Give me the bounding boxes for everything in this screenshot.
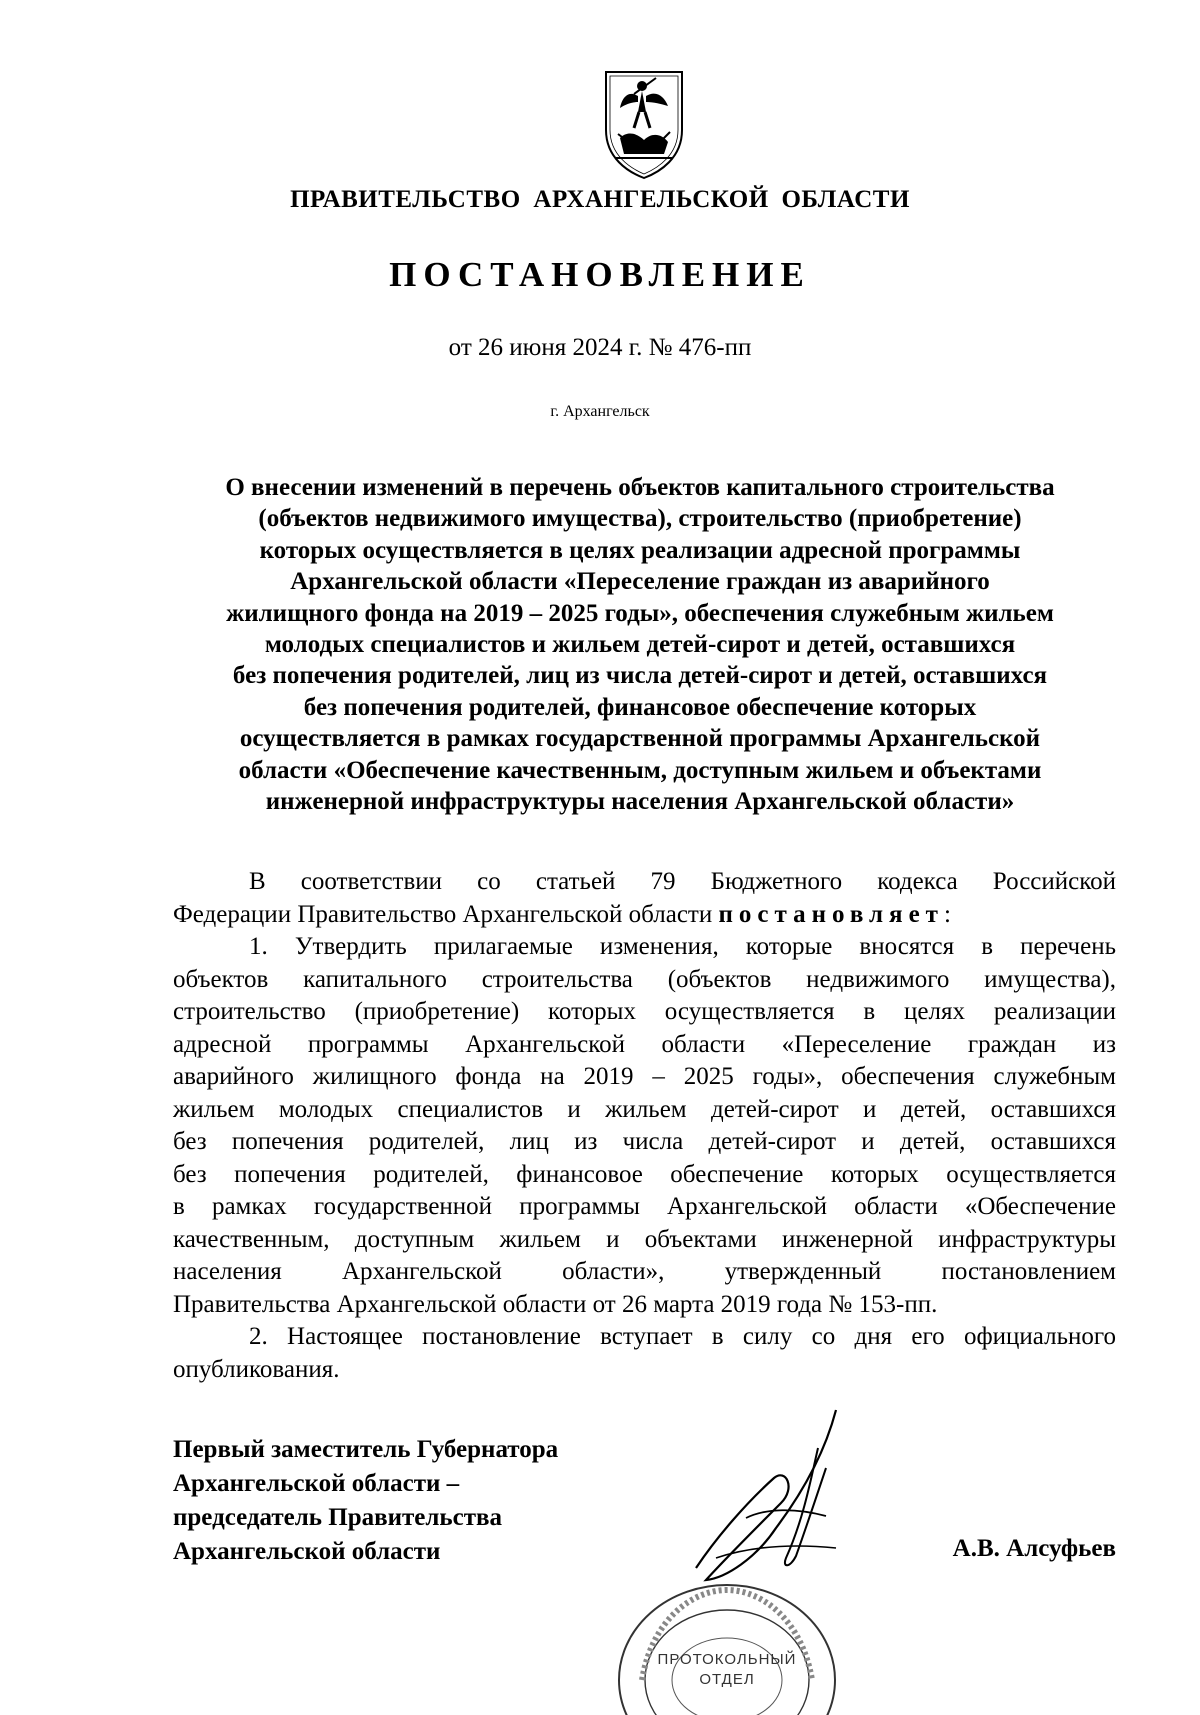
title-line: (объектов недвижимого имущества), строительство (приобретение) <box>258 505 1022 533</box>
title-line: жилищного фонда на 2019 – 2025 годы», обеспечения служебным жильем <box>226 599 1054 627</box>
title-line: которых осуществляется в целях реализации адресной программы <box>259 536 1021 564</box>
item-2-line: опубликования. <box>173 1355 340 1383</box>
signer-position-line: Первый заместитель Губернатора <box>173 1436 559 1463</box>
item-1-line: Правительства Архангельской области от 26 марта 2019 года № 153-пп. <box>173 1290 938 1318</box>
preamble-colon: : <box>943 900 951 928</box>
official-stamp <box>612 1560 842 1710</box>
preamble-text: Федерации Правительство Архангельской области <box>173 900 719 928</box>
item-1-line: в рамках государственной программы Архангельской области «Обеспечение <box>173 1193 1116 1220</box>
stamp-text-2: ОТДЕЛ <box>699 1671 755 1688</box>
item-1-line: жильем молодых специалистов и жильем детей-сирот и детей, оставшихся <box>173 1095 1116 1123</box>
item-1-line: объектов капитального строительства (объектов недвижимого имущества), <box>173 965 1116 993</box>
document-title <box>168 472 1112 817</box>
item-1-line: строительство (приобретение) которых осуществляется в целях реализации <box>173 998 1116 1025</box>
government-name: ПРАВИТЕЛЬСТВО АРХАНГЕЛЬСКОЙ ОБЛАСТИ <box>290 186 910 213</box>
preamble-line <box>173 899 1116 932</box>
resolves-word: постановляет <box>718 900 944 928</box>
handwritten-signature <box>686 1408 856 1583</box>
item-1-line: 1. Утвердить прилагаемые изменения, которые вносятся в перечень <box>249 933 1116 960</box>
title-line: инженерной инфраструктуры населения Архангельской области» <box>265 788 1015 816</box>
document-body <box>173 866 1116 1386</box>
item-1-line: аварийного жилищного фонда на 2019 – 2025 годы», обеспечения служебным <box>173 1063 1116 1090</box>
stamp-text-1: ПРОТОКОЛЬНЫЙ <box>657 1651 797 1668</box>
archangel-coat-of-arms-icon <box>598 68 690 180</box>
signer-name: А.В. Алсуфьев <box>952 1535 1116 1562</box>
signer-position-line: председатель Правительства <box>173 1504 503 1531</box>
item-1-line: населения Архангельской области», утвержденный постановлением <box>173 1258 1116 1285</box>
item-1-line: качественным, доступным жильем и объектами инженерной инфраструктуры <box>173 1225 1116 1253</box>
title-line: области «Обеспечение качественным, доступным жильем и объектами <box>238 756 1042 784</box>
document-city: г. Архангельск <box>550 403 650 420</box>
item-1-line: адресной программы Архангельской области «Переселение граждан из <box>173 1030 1116 1058</box>
title-line: без попечения родителей, финансовое обеспечение которых <box>303 693 977 721</box>
document-type: ПОСТАНОВЛЕНИЕ <box>389 255 811 294</box>
item-2-line: 2. Настоящее постановление вступает в силу со дня его официального <box>249 1323 1116 1350</box>
preamble-line: В соответствии со статьей 79 Бюджетного кодекса Российской <box>249 868 1116 895</box>
title-line: осуществляется в рамках государственной программы Архангельской <box>239 725 1041 753</box>
item-1-line: без попечения родителей, лиц из числа детей-сирот и детей, оставшихся <box>173 1128 1116 1155</box>
title-line: без попечения родителей, лиц из числа детей-сирот и детей, оставшихся <box>232 662 1048 690</box>
signer-position <box>173 1433 693 1569</box>
item-1-line: без попечения родителей, финансовое обеспечение которых осуществляется <box>173 1160 1116 1188</box>
title-line: Архангельской области «Переселение граждан из аварийного <box>290 568 990 596</box>
signer-position-line: Архангельской области <box>173 1538 441 1565</box>
title-line: О внесении изменений в перечень объектов капитального строительства <box>225 474 1055 501</box>
title-line: молодых специалистов и жильем детей-сирот и детей, оставшихся <box>264 631 1016 659</box>
signer-position-line: Архангельской области – <box>173 1470 460 1497</box>
document-date-number: от 26 июня 2024 г. № 476-пп <box>448 334 752 361</box>
